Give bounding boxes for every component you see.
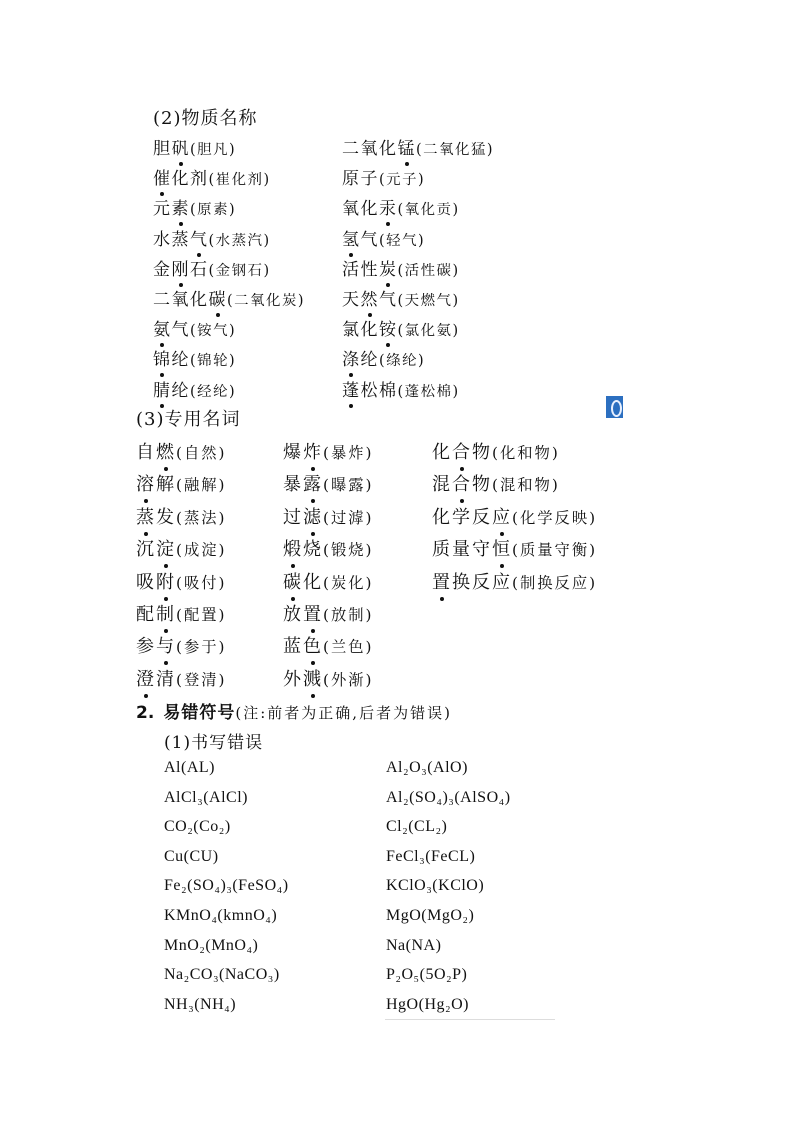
dotted-character: 素 bbox=[172, 194, 191, 219]
incorrect-form: (崔化剂) bbox=[208, 172, 271, 189]
incorrect-form: (锦轮) bbox=[190, 353, 237, 370]
material-name-entry bbox=[342, 225, 425, 250]
special-term-entry bbox=[283, 503, 374, 529]
incorrect-form: (外渐) bbox=[323, 670, 374, 689]
incorrect-form: (经纶) bbox=[190, 383, 237, 400]
incorrect-form: (化和物) bbox=[492, 444, 560, 462]
material-name-entry bbox=[342, 134, 494, 159]
material-name-entry bbox=[153, 285, 305, 310]
dotted-character: 溶 bbox=[136, 470, 156, 496]
special-term-entry bbox=[283, 470, 374, 496]
incorrect-form: (吸付) bbox=[176, 573, 227, 592]
divider bbox=[385, 1019, 555, 1020]
term-text: 气 bbox=[171, 320, 190, 341]
material-name-entry bbox=[342, 285, 460, 310]
dotted-character: 氨 bbox=[153, 315, 172, 340]
incorrect-form: (混和物) bbox=[492, 476, 560, 495]
dotted-character: 锰 bbox=[398, 134, 417, 159]
incorrect-form: (兰色) bbox=[323, 638, 374, 657]
formula-entry: Fe₂(SO₄)₃(FeSO₄) bbox=[164, 877, 289, 895]
dotted-character: 附 bbox=[156, 568, 176, 594]
dotted-character: 合 bbox=[452, 470, 472, 496]
material-name-entry bbox=[342, 315, 460, 340]
material-name-entry bbox=[342, 255, 460, 280]
incorrect-form: (过滹) bbox=[323, 508, 374, 527]
dotted-character: 催 bbox=[153, 164, 172, 189]
dotted-character: 腈 bbox=[153, 376, 172, 401]
term-text: 纶 bbox=[171, 350, 190, 371]
blue-corner-icon bbox=[606, 396, 623, 418]
dotted-character: 燃 bbox=[156, 438, 176, 464]
dotted-character: 气 bbox=[190, 225, 209, 250]
term-text: 爆 bbox=[283, 442, 303, 463]
incorrect-form: (锻烧) bbox=[323, 541, 374, 560]
dotted-character: 刚 bbox=[172, 255, 191, 280]
special-term-entry bbox=[432, 470, 560, 496]
term-text: 物 bbox=[472, 442, 492, 463]
dotted-character: 置 bbox=[303, 600, 323, 626]
part2-title: 易错符号 bbox=[163, 703, 236, 723]
special-term-entry bbox=[136, 568, 227, 594]
term-text: 蓝 bbox=[283, 636, 303, 658]
term-text: 水蒸 bbox=[153, 229, 190, 250]
formula-entry: MnO₂(MnO₄) bbox=[164, 936, 259, 954]
incorrect-form: (成淀) bbox=[176, 541, 227, 560]
term-text: 二氧化 bbox=[342, 139, 398, 159]
special-term-entry bbox=[283, 568, 374, 594]
dotted-character: 露 bbox=[303, 470, 323, 496]
term-text: 纶 bbox=[171, 380, 190, 401]
incorrect-form: (氯化氨) bbox=[397, 323, 460, 340]
incorrect-form: (融解) bbox=[176, 476, 227, 495]
sub-heading-writing-errors: (1)书写错误 bbox=[164, 733, 264, 753]
incorrect-form: (二氧化炭) bbox=[227, 293, 306, 309]
term-text: 混 bbox=[432, 474, 452, 496]
term-text: 化 bbox=[432, 442, 452, 463]
dotted-character: 铵 bbox=[379, 315, 398, 340]
material-name-entry bbox=[153, 164, 271, 189]
incorrect-form: (原素) bbox=[190, 202, 237, 219]
formula-entry: Al₂O₃(AlO) bbox=[386, 759, 468, 776]
term-text: 换反应 bbox=[452, 571, 512, 593]
formula-entry: MgO(MgO₂) bbox=[386, 907, 475, 924]
incorrect-form: (自然) bbox=[176, 444, 227, 462]
formula-entry: KMnO₄(kmnO₄) bbox=[164, 907, 278, 924]
part2-number: 2. bbox=[136, 703, 155, 723]
incorrect-form: (登清) bbox=[176, 670, 227, 689]
incorrect-form: (化学反映) bbox=[512, 508, 598, 527]
material-name-entry bbox=[153, 376, 236, 401]
section-heading-material-names: (2)物质名称 bbox=[153, 108, 258, 129]
incorrect-form: (绦纶) bbox=[379, 353, 426, 370]
term-text: 氯化 bbox=[342, 320, 379, 341]
material-name-entry bbox=[153, 134, 236, 159]
dotted-character: 锦 bbox=[153, 345, 172, 370]
term-text: 配 bbox=[136, 604, 156, 625]
incorrect-form: (金钢石) bbox=[208, 262, 271, 279]
formula-entry: CO₂(Co₂) bbox=[164, 818, 231, 836]
material-name-entry bbox=[342, 376, 460, 401]
formula-entry: Al(AL) bbox=[164, 759, 215, 776]
incorrect-form: (活性碳) bbox=[397, 262, 460, 279]
incorrect-form: (氧化贡) bbox=[397, 202, 460, 219]
term-text: 原子 bbox=[342, 169, 379, 190]
dotted-character: 制 bbox=[156, 600, 176, 626]
dotted-character: 氢 bbox=[342, 225, 361, 250]
incorrect-form: (配置) bbox=[176, 606, 227, 624]
formula-entry: Al₂(SO₄)₃(AlSO₄) bbox=[386, 788, 511, 806]
dotted-character: 淀 bbox=[156, 535, 176, 561]
material-name-entry bbox=[342, 164, 425, 189]
material-name-entry bbox=[342, 194, 460, 219]
part2-heading bbox=[136, 698, 452, 723]
dotted-character: 碳 bbox=[209, 285, 228, 310]
formula-entry: FeCl₃(FeCL) bbox=[386, 847, 476, 865]
dotted-character: 蒸 bbox=[136, 503, 156, 529]
term-text: 暴 bbox=[283, 474, 303, 496]
formula-entry: KClO₃(KClO) bbox=[386, 877, 485, 895]
term-text: 化学反 bbox=[432, 506, 492, 528]
dotted-character: 置 bbox=[432, 568, 452, 594]
dotted-character: 合 bbox=[452, 438, 472, 464]
dotted-character: 澄 bbox=[136, 665, 156, 691]
incorrect-form: (水蒸汽) bbox=[208, 232, 271, 249]
special-term-entry bbox=[136, 503, 227, 529]
incorrect-form: (蒸法) bbox=[176, 508, 227, 527]
dotted-character: 矾 bbox=[172, 134, 191, 159]
term-text: 天 bbox=[342, 290, 361, 310]
incorrect-form: (参于) bbox=[176, 638, 227, 657]
section-heading-terms: (3)专用名词 bbox=[136, 409, 241, 430]
term-text: 放 bbox=[283, 604, 303, 625]
term-text: 物 bbox=[472, 474, 492, 496]
special-term-entry bbox=[136, 632, 227, 658]
incorrect-form: (曝露) bbox=[323, 476, 374, 495]
special-term-entry bbox=[283, 600, 374, 626]
incorrect-form: (质量守衡) bbox=[512, 541, 598, 560]
formula-entry: P₂O₅(5O₂P) bbox=[386, 966, 468, 984]
special-term-entry bbox=[136, 535, 227, 561]
term-text: 纶 bbox=[360, 350, 379, 371]
term-text: 过 bbox=[283, 506, 303, 528]
term-text: 金 bbox=[153, 259, 172, 280]
dotted-character: 应 bbox=[492, 503, 512, 529]
term-text: 烧 bbox=[303, 539, 323, 561]
term-text: 吸 bbox=[136, 571, 156, 593]
formula-entry: AlCl₃(AlCl) bbox=[164, 788, 248, 806]
special-term-entry bbox=[283, 665, 374, 691]
incorrect-form: (二氧化猛) bbox=[416, 142, 495, 158]
dotted-character: 色 bbox=[303, 632, 323, 658]
dotted-character: 滤 bbox=[303, 503, 323, 529]
term-text: 二氧化 bbox=[153, 290, 209, 310]
term-text: 氧化 bbox=[342, 199, 379, 220]
incorrect-form: (炭化) bbox=[323, 573, 374, 592]
material-name-entry bbox=[342, 345, 425, 370]
term-text: 胆 bbox=[153, 139, 172, 159]
dotted-character: 碳 bbox=[283, 568, 303, 594]
dotted-character: 蓬 bbox=[342, 376, 361, 401]
special-term-entry bbox=[136, 600, 227, 626]
term-text: 发 bbox=[156, 506, 176, 528]
incorrect-form: (蓬松棉) bbox=[397, 383, 460, 400]
incorrect-form: (元子) bbox=[379, 172, 426, 189]
formula-entry: Cl₂(CL₂) bbox=[386, 818, 448, 836]
term-text: 清 bbox=[156, 668, 176, 690]
dotted-character: 恒 bbox=[492, 535, 512, 561]
incorrect-form: (制换反应) bbox=[512, 573, 598, 592]
term-text: 自 bbox=[136, 442, 156, 463]
special-term-entry bbox=[432, 535, 597, 561]
material-name-entry bbox=[153, 225, 271, 250]
special-term-entry bbox=[136, 665, 227, 691]
term-text: 质量守 bbox=[432, 539, 492, 561]
term-text: 元 bbox=[153, 199, 172, 220]
part2-note: (注:前者为正确,后者为错误) bbox=[235, 704, 452, 722]
material-name-entry bbox=[153, 194, 236, 219]
material-name-entry bbox=[153, 315, 236, 340]
term-text: 外 bbox=[283, 668, 303, 690]
special-term-entry bbox=[432, 438, 560, 464]
incorrect-form: (天燃气) bbox=[397, 293, 460, 309]
term-text: 化剂 bbox=[171, 169, 209, 190]
material-name-entry bbox=[153, 255, 271, 280]
formula-entry: Na₂CO₃(NaCO₃) bbox=[164, 966, 280, 984]
term-text: 气 bbox=[360, 229, 379, 250]
special-term-entry bbox=[432, 568, 597, 594]
formula-entry: Na(NA) bbox=[386, 936, 442, 954]
formula-entry: NH₃(NH₄) bbox=[164, 995, 237, 1013]
dotted-character: 溅 bbox=[303, 665, 323, 691]
term-text: 沉 bbox=[136, 539, 156, 561]
incorrect-form: (胆凡) bbox=[190, 142, 237, 158]
dotted-character: 汞 bbox=[379, 194, 398, 219]
special-term-entry bbox=[136, 470, 227, 496]
special-term-entry bbox=[432, 503, 597, 529]
formula-entry: Cu(CU) bbox=[164, 847, 219, 865]
dotted-character: 与 bbox=[156, 632, 176, 658]
dotted-character: 炭 bbox=[379, 255, 398, 280]
special-term-entry bbox=[283, 632, 374, 658]
material-name-entry bbox=[153, 345, 236, 370]
term-text: 活性 bbox=[342, 259, 379, 280]
incorrect-form: (轻气) bbox=[379, 232, 426, 249]
incorrect-form: (放制) bbox=[323, 606, 374, 624]
incorrect-form: (暴炸) bbox=[323, 444, 374, 462]
dotted-character: 煅 bbox=[283, 535, 303, 561]
special-term-entry bbox=[283, 438, 374, 464]
term-text: 参 bbox=[136, 636, 156, 658]
term-text: 化 bbox=[303, 571, 323, 593]
term-text: 气 bbox=[379, 290, 398, 310]
term-text: 石 bbox=[190, 259, 209, 280]
incorrect-form: (铵气) bbox=[190, 323, 237, 340]
dotted-character: 炸 bbox=[303, 438, 323, 464]
term-text: 解 bbox=[156, 474, 176, 496]
dotted-character: 然 bbox=[361, 285, 380, 310]
dotted-character: 涤 bbox=[342, 345, 361, 370]
special-term-entry bbox=[136, 438, 227, 464]
special-term-entry bbox=[283, 535, 374, 561]
term-text: 松棉 bbox=[360, 380, 398, 401]
formula-entry: HgO(Hg₂O) bbox=[386, 995, 469, 1013]
